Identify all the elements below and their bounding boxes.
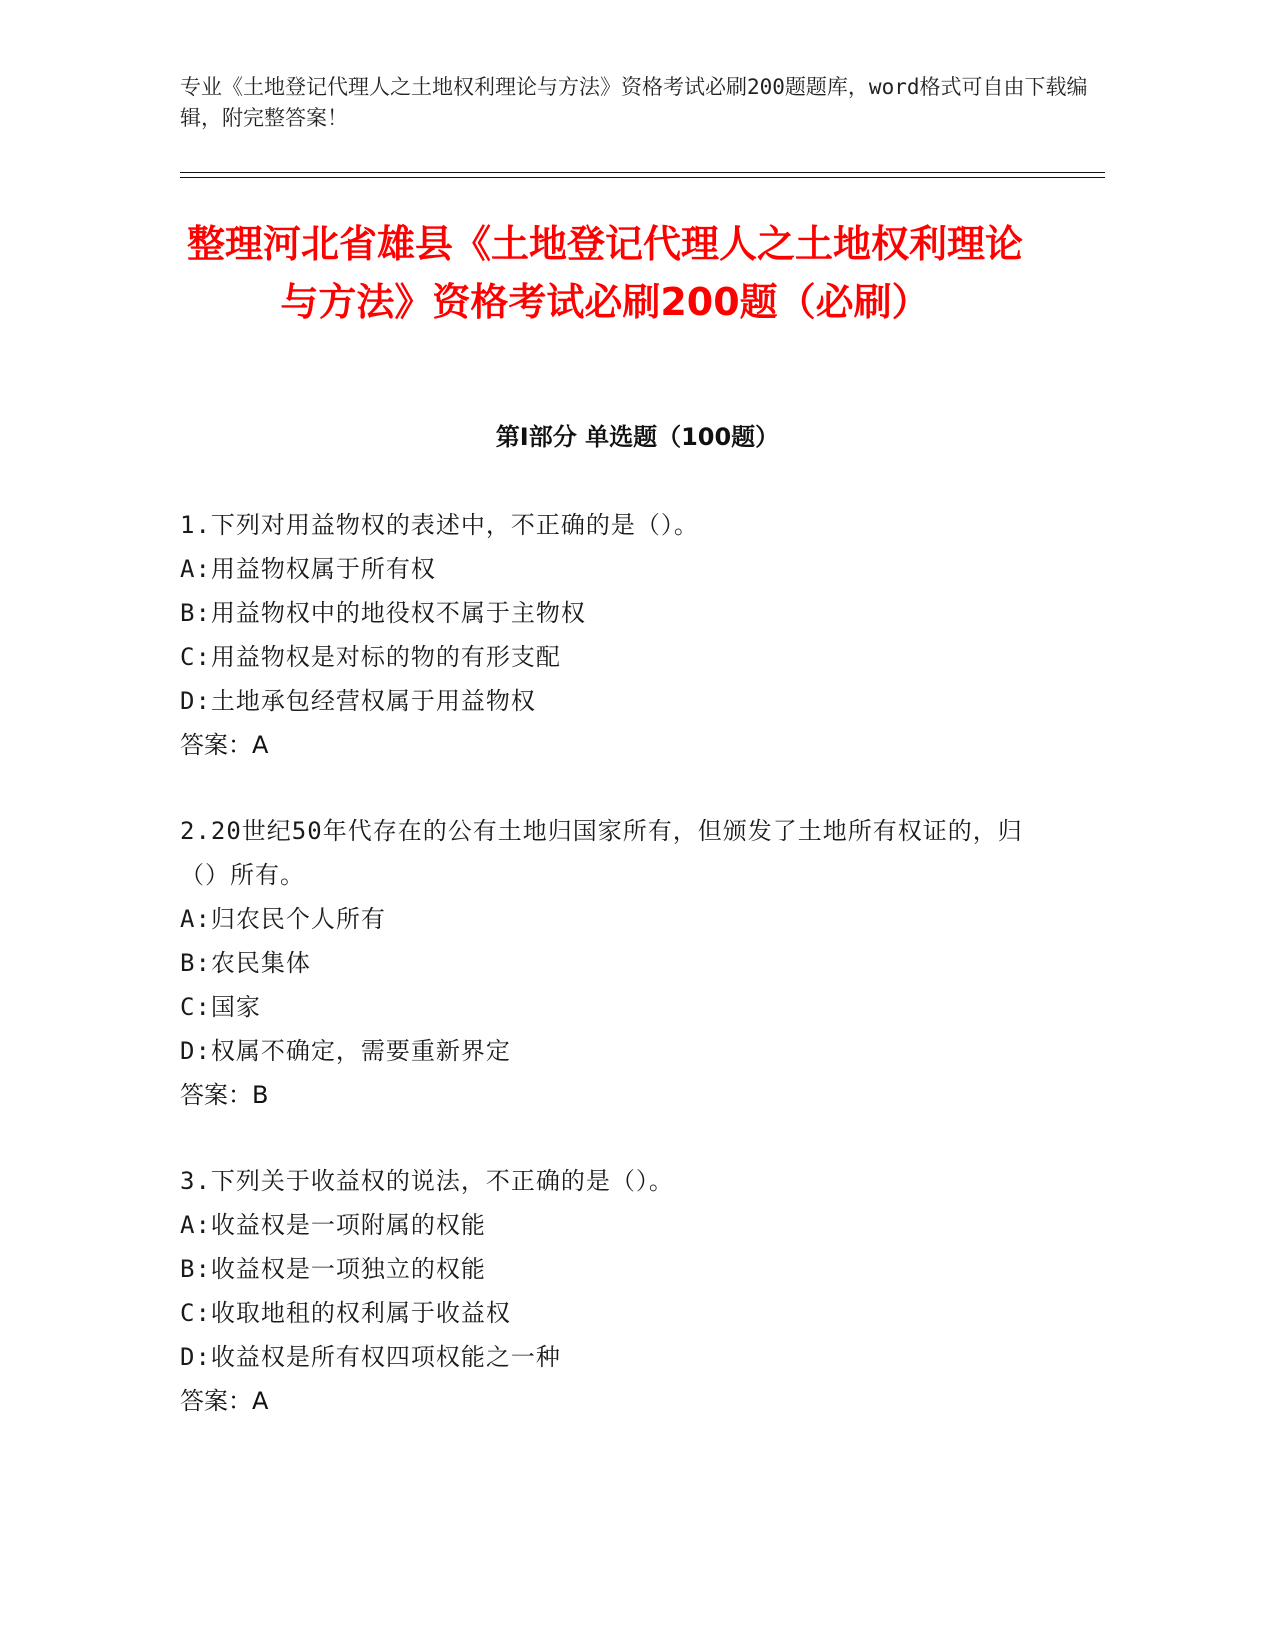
document-title: 整理河北省雄县《土地登记代理人之土地权利理论与方法》资格考试必刷200题（必刷） bbox=[186, 222, 1023, 324]
question-list bbox=[180, 503, 1060, 1465]
question-answer: 答案：A bbox=[180, 1387, 269, 1415]
header-note: 专业《土地登记代理人之土地权利理论与方法》资格考试必刷200题题库，word格式可自由下载编辑，附完整答案！ bbox=[180, 75, 1088, 130]
header-divider-thick bbox=[180, 177, 1105, 178]
question-option-c: C:国家 bbox=[180, 993, 261, 1021]
question-option-b: B:用益物权中的地役权不属于主物权 bbox=[180, 599, 586, 627]
question-item bbox=[180, 503, 1060, 767]
question-option-c: C:收取地租的权利属于收益权 bbox=[180, 1299, 511, 1327]
question-answer: 答案：B bbox=[180, 1081, 269, 1109]
question-stem: 3.下列关于收益权的说法，不正确的是（）。 bbox=[180, 1167, 674, 1195]
question-option-a: A:收益权是一项附属的权能 bbox=[180, 1211, 486, 1239]
section-title: 第I部分 单选题（100题） bbox=[495, 423, 780, 451]
question-item bbox=[180, 1159, 1060, 1423]
question-answer: 答案：A bbox=[180, 731, 269, 759]
question-option-a: A:归农民个人所有 bbox=[180, 905, 386, 933]
question-item bbox=[180, 809, 1060, 1117]
question-option-d: D:土地承包经营权属于用益物权 bbox=[180, 687, 536, 715]
header-divider-thin bbox=[180, 172, 1105, 173]
question-option-a: A:用益物权属于所有权 bbox=[180, 555, 436, 583]
question-option-b: B:收益权是一项独立的权能 bbox=[180, 1255, 486, 1283]
question-stem: 2.20世纪50年代存在的公有土地归国家所有，但颁发了土地所有权证的，归（）所有。 bbox=[180, 817, 1023, 889]
question-option-d: D:收益权是所有权四项权能之一种 bbox=[180, 1343, 561, 1371]
question-option-c: C:用益物权是对标的物的有形支配 bbox=[180, 643, 561, 671]
question-stem: 1.下列对用益物权的表述中，不正确的是（）。 bbox=[180, 511, 699, 539]
question-option-d: D:权属不确定，需要重新界定 bbox=[180, 1037, 511, 1065]
question-option-b: B:农民集体 bbox=[180, 949, 311, 977]
